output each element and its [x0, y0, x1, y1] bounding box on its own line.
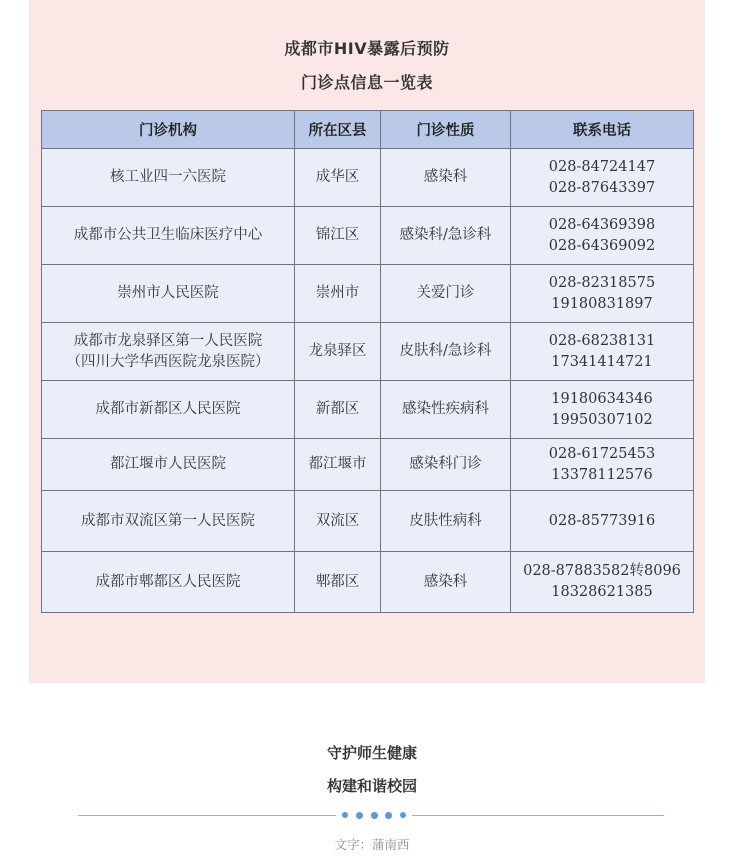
cell-institution-line: 成都市龙泉驿区第一人民医院 [73, 332, 263, 349]
divider-dot [342, 812, 348, 818]
cell-phone [511, 149, 694, 207]
author-credit: 文字：蒲南西 [334, 837, 410, 852]
slogan-line-1: 守护师生健康 [326, 744, 417, 762]
cell-phone-line: 19180831897 [551, 295, 653, 312]
cell-institution-line: 成都市公共卫生临床医疗中心 [73, 227, 263, 243]
cell-district: 双流区 [295, 491, 381, 552]
cell-district: 锦江区 [295, 207, 381, 265]
cell-phone [511, 491, 694, 552]
clinic-table [41, 110, 694, 613]
cell-phone-line: 028-61725453 [548, 445, 656, 462]
page-title: 成都市HIV暴露后预防 [284, 39, 450, 58]
divider-dot [385, 812, 392, 819]
table-row [42, 552, 694, 613]
cell-phone [511, 265, 694, 323]
slogan-line-2: 构建和谐校园 [326, 777, 417, 795]
cell-institution-line: 都江堰市人民医院 [110, 456, 226, 472]
table-header-row [42, 111, 694, 149]
table-row [42, 381, 694, 439]
cell-phone [511, 207, 694, 265]
cell-district: 都江堰市 [295, 439, 381, 491]
cell-institution [42, 552, 295, 613]
cell-phone-line: 028-64369398 [548, 216, 656, 233]
cell-institution-line: 崇州市人民医院 [117, 285, 219, 301]
divider-dot [400, 812, 406, 818]
cell-district: 崇州市 [295, 265, 381, 323]
page-subtitle: 门诊点信息一览表 [300, 73, 433, 92]
cell-institution-line: 成都市双流区第一人民医院 [81, 512, 255, 529]
cell-institution [42, 149, 295, 207]
cell-phone-line: 028-82318575 [548, 274, 656, 291]
divider-dot [356, 812, 363, 819]
table-body [42, 149, 694, 613]
table-row [42, 265, 694, 323]
header-district: 所在区县 [295, 111, 381, 149]
cell-department: 皮肤性病科 [381, 491, 511, 552]
cell-department: 感染科/急诊科 [381, 207, 511, 265]
cell-institution [42, 381, 295, 439]
divider-left [78, 815, 336, 816]
cell-phone [511, 323, 694, 381]
header-phone: 联系电话 [511, 111, 694, 149]
cell-department: 感染科门诊 [381, 439, 511, 491]
cell-phone-line: 028-87643397 [548, 179, 656, 196]
cell-phone-line: 17341414721 [551, 353, 653, 370]
cell-phone-line: 028-64369092 [548, 237, 656, 254]
cell-phone-line: 19950307102 [551, 411, 653, 428]
cell-phone [511, 439, 694, 491]
table-row [42, 491, 694, 552]
table-row [42, 149, 694, 207]
cell-institution [42, 265, 295, 323]
cell-institution [42, 323, 295, 381]
cell-phone-line: 028-84724147 [548, 158, 656, 175]
cell-institution [42, 207, 295, 265]
divider-right [412, 815, 664, 816]
cell-phone-line: 13378112576 [551, 466, 653, 483]
info-panel [29, 0, 705, 683]
cell-department: 感染科 [381, 149, 511, 207]
cell-department: 关爱门诊 [381, 265, 511, 323]
header-department: 门诊性质 [381, 111, 511, 149]
cell-district: 龙泉驿区 [295, 323, 381, 381]
cell-phone-line: 028-85773916 [548, 512, 656, 529]
cell-institution-line: 成都市新都区人民医院 [95, 401, 241, 417]
cell-district: 新都区 [295, 381, 381, 439]
cell-phone [511, 552, 694, 613]
cell-phone [511, 381, 694, 439]
cell-department: 感染科 [381, 552, 511, 613]
cell-institution-line: （四川大学华西医院龙泉医院） [66, 353, 270, 370]
cell-institution-line: 成都市郫都区人民医院 [95, 573, 241, 590]
divider-dots [342, 809, 406, 821]
cell-institution [42, 439, 295, 491]
cell-phone-line: 028-87883582转8096 [523, 563, 681, 579]
cell-phone-line: 028-68238131 [548, 332, 656, 349]
cell-institution [42, 491, 295, 552]
cell-phone-line: 18328621385 [551, 584, 653, 600]
cell-institution-line: 核工业四一六医院 [110, 169, 226, 185]
table-row [42, 323, 694, 381]
cell-district: 成华区 [295, 149, 381, 207]
divider-dot [371, 812, 378, 819]
cell-department: 感染性疾病科 [381, 381, 511, 439]
table-row [42, 439, 694, 491]
cell-phone-line: 19180634346 [551, 390, 653, 407]
cell-department: 皮肤科/急诊科 [381, 323, 511, 381]
cell-district: 郫都区 [295, 552, 381, 613]
table-row [42, 207, 694, 265]
header-institution: 门诊机构 [42, 111, 295, 149]
